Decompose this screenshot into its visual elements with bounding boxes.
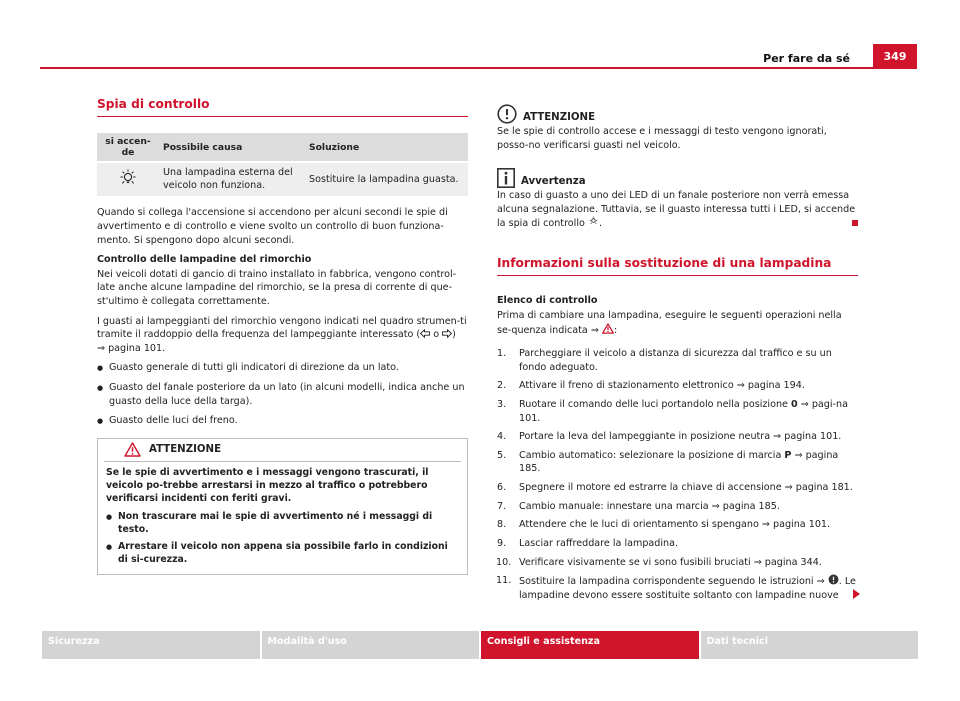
step-number: 9. — [497, 537, 507, 549]
step-number: 6. — [497, 482, 507, 494]
step-text: Cambio automatico: selezionare la posizione di marcia — [519, 449, 785, 461]
step-position-value: 0 — [791, 399, 798, 411]
step-number: 5. — [497, 449, 507, 461]
caution-circle-icon — [828, 574, 839, 585]
step-number: 10. — [496, 556, 512, 568]
step-number: 4. — [497, 431, 507, 443]
list-item: ● Non trascurare mai le spie di avvertimento né i messaggi di testo. — [106, 510, 459, 536]
right-column — [497, 104, 858, 607]
warning-box-header — [104, 439, 461, 462]
step-number: 7. — [497, 500, 507, 512]
attention-note-title: ATTENZIONE — [523, 112, 596, 123]
footer-tab-technical-data[interactable]: Dati tecnici — [701, 631, 919, 659]
step-text-end: ⇒ pagi-na 101. — [519, 399, 848, 424]
list-item — [497, 398, 858, 425]
trailer-heading: Controllo delle lampadine del rimorchio — [97, 254, 312, 266]
step-gear-value: P — [784, 449, 792, 461]
trailer-indicator-text: I guasti ai lampeggianti del rimorchio vengono indicati nel quadro strumen-ti tramite il raddoppio della frequenza del lampeggiante interessato ( — [97, 315, 467, 341]
list-item: ● Guasto delle luci del freno. — [97, 414, 468, 428]
turn-right-icon — [442, 329, 452, 338]
list-item — [497, 347, 858, 374]
intro-paragraph: Quando si collega l'accensione si accendono per alcuni secondi le spie di avvertimento e di controllo e viene svolto un controllo di buon funziona-mento. Si spengono dopo alcuni secondi. — [97, 207, 448, 246]
footer-tab-safety[interactable]: Sicurezza — [42, 631, 260, 659]
step-text-end: . Le lampadine devono essere sostituite soltanto con lampadine nuove — [519, 576, 856, 601]
header-title: Per fare da sé — [763, 52, 850, 65]
exclamation-circle-icon — [497, 104, 517, 124]
trailer-indicator-paragraph — [97, 315, 468, 356]
table-cell-cause: Una lampadina esterna del veicolo non funziona. — [159, 162, 305, 196]
checklist-intro-paragraph — [497, 309, 858, 337]
list-item — [497, 500, 858, 514]
warning-light-table — [97, 133, 468, 196]
warning-box-title: ATTENZIONE — [149, 443, 222, 455]
failure-list — [97, 361, 468, 427]
list-item — [497, 537, 858, 551]
step-text: Cambio manuale: innestare una marcia ⇒ pagina 185. — [519, 500, 780, 512]
warning-box-list — [106, 510, 459, 566]
advice-note-end: . — [598, 218, 602, 230]
step-number: 8. — [497, 519, 507, 531]
checklist-heading: Elenco di controllo — [497, 295, 598, 307]
step-text: Attendere che le luci di orientamento si spengano ⇒ pagina 101. — [519, 519, 831, 531]
footer-nav — [42, 631, 918, 659]
step-text: Ruotare il comando delle luci portandolo nella posizione — [519, 399, 791, 411]
table-row — [97, 162, 468, 196]
step-text: Attivare il freno di stazionamento elettronico ⇒ pagina 194. — [519, 380, 805, 392]
step-text: Portare la leva del lampeggiante in posizione neutra ⇒ pagina 101. — [519, 431, 842, 443]
advice-note — [497, 168, 858, 231]
table-cell-solution: Sostituire la lampadina guasta. — [305, 162, 468, 196]
list-item — [497, 430, 858, 444]
trailer-indicator-close: ) — [452, 329, 456, 341]
continue-arrow-icon — [853, 589, 860, 599]
attention-note — [497, 104, 858, 152]
header-rule — [40, 67, 916, 69]
step-number: 3. — [497, 399, 507, 411]
step-number: 2. — [497, 380, 507, 392]
list-item — [497, 574, 858, 602]
step-text: Sostituire la lampadina corrispondente seguendo le istruzioni ⇒ — [519, 576, 825, 588]
checklist-steps — [497, 347, 858, 602]
step-text-end: ⇒ pagina 185. — [519, 449, 839, 475]
table-header-row — [97, 133, 468, 162]
warning-triangle-small-icon — [602, 323, 614, 334]
step-text: Parcheggiare il veicolo a distanza di sicurezza dal traffico e su un fondo adeguato. — [519, 348, 832, 373]
page-header — [0, 44, 960, 68]
warning-triangle-icon — [124, 442, 141, 457]
step-number: 1. — [497, 348, 507, 360]
footer-tab-operation[interactable]: Modalità d'uso — [262, 631, 480, 659]
trailer-indicator-or: o — [430, 329, 443, 341]
bulb-warning-icon — [117, 168, 139, 188]
warning-box — [97, 438, 468, 575]
page-reference-link[interactable]: ⇒ pagina 101. — [97, 342, 166, 354]
trailer-paragraph: Nei veicoli dotati di gancio di traino installato in fabbrica, vengono control-late anche alcune lampadine del rimorchio, se la presa di corrente di que-st'ultimo è collegata correttamente. — [97, 268, 457, 307]
step-text: Lasciar raffreddare la lampadina. — [519, 537, 679, 549]
left-column — [97, 96, 468, 575]
list-item: ● Arrestare il veicolo non appena sia possibile farlo in condizioni di si-curezza. — [106, 540, 459, 566]
step-number: 11. — [496, 575, 512, 587]
list-item — [497, 379, 858, 393]
checklist-intro-end: : — [613, 324, 618, 336]
step-text: Verificare visivamente se vi sono fusibili bruciati ⇒ pagina 344. — [519, 556, 822, 568]
list-item: ● Guasto generale di tutti gli indicatori di direzione da un lato. — [97, 361, 468, 375]
advice-note-title: Avvertenza — [521, 176, 586, 188]
advice-note-paragraph — [497, 189, 858, 231]
list-item — [497, 481, 858, 495]
table-header-lights-up: si accen-de — [97, 133, 159, 162]
table-cell-icon — [97, 162, 159, 196]
page-number: 349 — [873, 44, 917, 69]
table-header-cause: Possibile causa — [159, 133, 305, 162]
table-header-solution: Soluzione — [305, 133, 468, 162]
advice-note-header — [497, 168, 858, 188]
attention-note-header — [497, 104, 858, 124]
checklist-intro: Prima di cambiare una lampadina, eseguire le seguenti operazioni nella se-quenza indicata ⇒ — [497, 309, 842, 336]
warning-box-text: Se le spie di avvertimento e i messaggi vengono trascurati, il veicolo po-trebbe arrestarsi in mezzo al traffico o potrebbero verificarsi incidenti con feriti gravi. — [106, 466, 429, 504]
warning-box-body — [98, 466, 467, 566]
attention-note-text: Se le spie di controllo accese e i messaggi di testo vengono ignorati, posso-no verificarsi guasti nel veicolo. — [497, 126, 827, 151]
end-of-section-marker — [852, 220, 858, 226]
list-item: ● Guasto del fanale posteriore da un lato (in alcuni modelli, indica anche un guasto della luce della targa). — [97, 381, 468, 408]
list-item — [497, 556, 858, 570]
section-title-warning-light: Spia di controllo — [97, 96, 468, 117]
footer-tab-advice[interactable]: Consigli e assistenza — [481, 631, 699, 659]
step-text: Spegnere il motore ed estrarre la chiave di accensione ⇒ pagina 181. — [519, 482, 853, 494]
section-title-bulb-replacement: Informazioni sulla sostituzione di una lampadina — [497, 255, 858, 276]
list-item — [497, 518, 858, 532]
list-item — [497, 449, 858, 476]
advice-note-text: In caso di guasto a uno dei LED di un fanale posteriore non verrà emessa alcuna segnalazione. Tuttavia, se il guasto interessa tutti i LED, si accende la spia di controllo — [497, 190, 856, 230]
bulb-warning-small-icon — [588, 216, 599, 226]
turn-left-icon — [420, 329, 430, 338]
info-icon — [497, 168, 515, 188]
